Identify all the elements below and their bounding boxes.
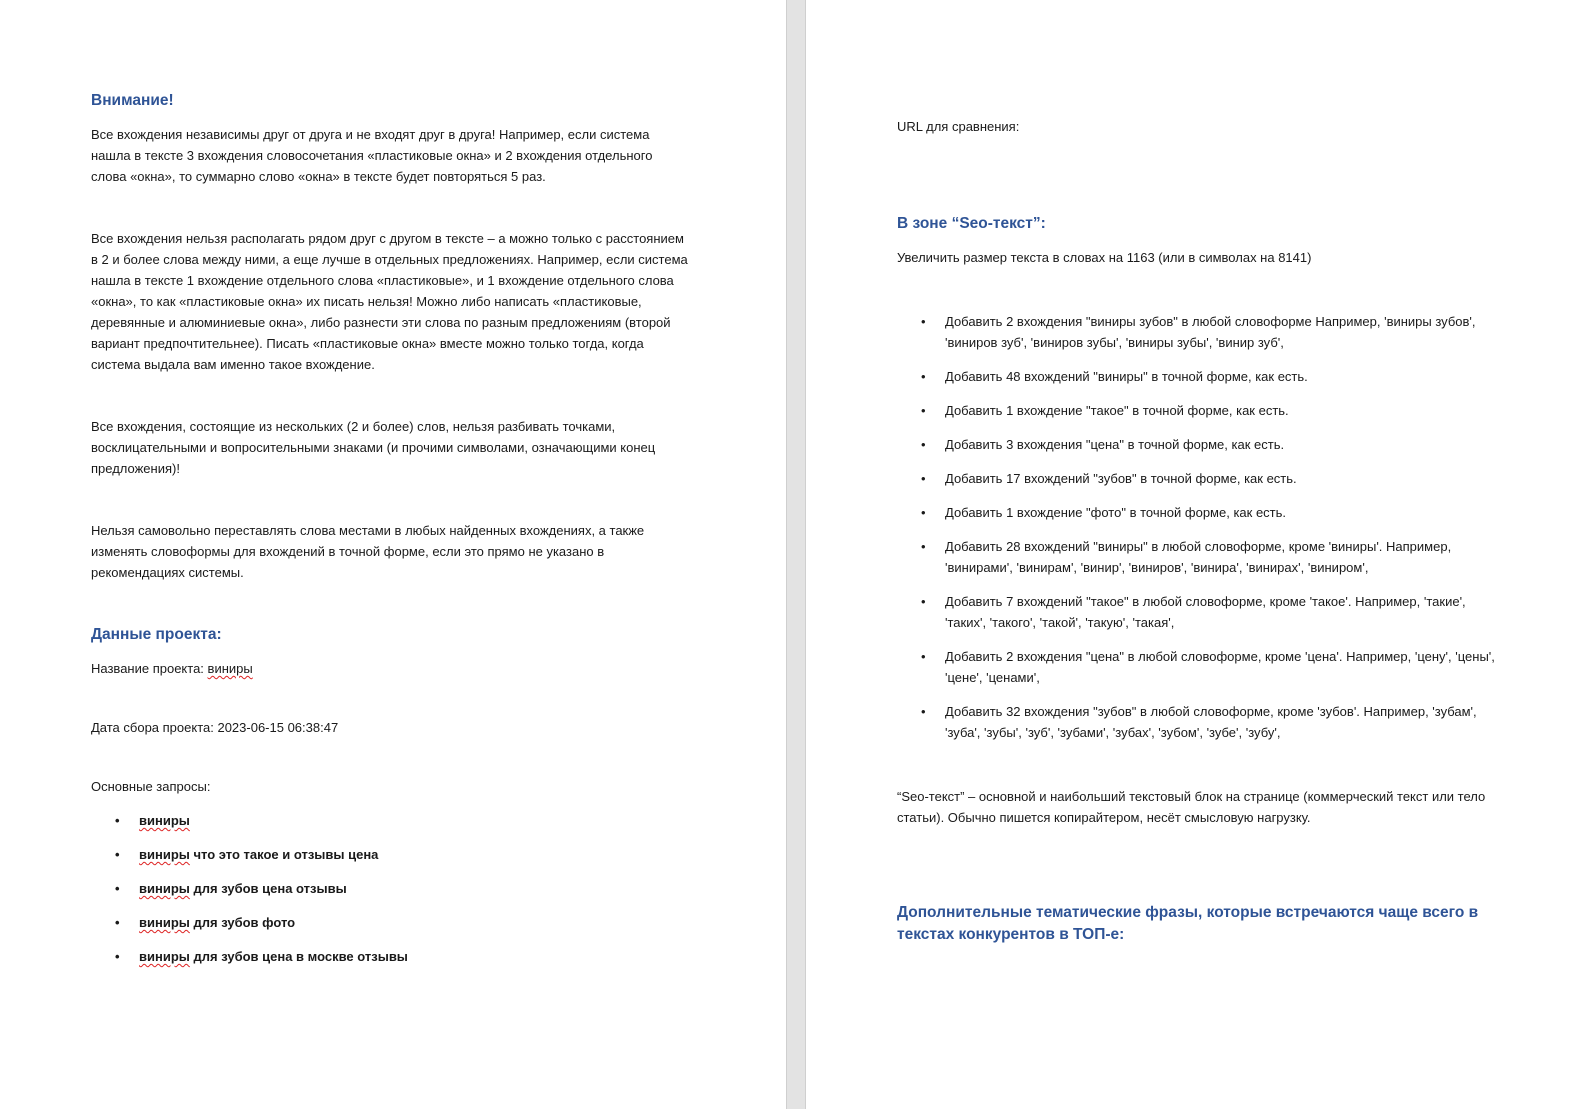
recommendation-item: • Добавить 2 вхождения "цена" в любой словоформе, кроме 'цена'. Например, 'цену', 'цены', 'цене', 'ценами', (945, 646, 1509, 688)
recommendation-item: • Добавить 48 вхождений "виниры" в точной форме, как есть. (945, 366, 1509, 387)
recommendation-item: • Добавить 2 вхождения "виниры зубов" в любой словоформе Например, 'виниры зубов', 'виниров зуб', 'виниров зубы', 'виниры зубы', 'винир зуб', (945, 311, 1509, 353)
collection-date: Дата сбора проекта: 2023-06-15 06:38:47 (91, 720, 339, 735)
recommendation-item: • Добавить 1 вхождение "фото" в точной форме, как есть. (945, 502, 1509, 523)
document-page-right[interactable] (806, 0, 1592, 1109)
document-page-left[interactable] (0, 0, 786, 1109)
recommendation-item: • Добавить 17 вхождений "зубов" в точной форме, как есть. (945, 468, 1509, 489)
recommendation-item: • Добавить 32 вхождения "зубов" в любой словоформе, кроме 'зубов'. Например, 'зубам', 'зуба', 'зубы', 'зуб', 'зубами', 'зубах', 'зубом', 'зубе', 'зубу', (945, 701, 1509, 743)
query-rest: для зубов фото (189, 915, 296, 930)
query-item (139, 810, 691, 831)
query-keyword: виниры (139, 847, 190, 862)
paragraph-punctuation-rule: Все вхождения, состоящие из нескольких (2 и более) слов, нельзя разбивать точками, восклицательными и вопросительными знаками (и прочими символами, означающими конец предложения)! (91, 419, 656, 476)
page-gutter (786, 0, 806, 1109)
recommendation-item: • Добавить 28 вхождений "виниры" в любой словоформе, кроме 'виниры'. Например, 'винирами', 'винирам', 'винир', 'виниров', 'винира', 'винирах', 'виниром', (945, 536, 1509, 578)
recommendation-item: • Добавить 7 вхождений "такое" в любой словоформе, кроме 'такое'. Например, 'такие', 'таких', 'такого', 'такой', 'такую', 'такая', (945, 591, 1509, 633)
project-data-heading: Данные проекта: (91, 626, 222, 643)
page-left-content (91, 90, 691, 980)
query-rest: что это такое и отзывы цена (189, 847, 379, 862)
query-item (139, 878, 691, 899)
paragraph-word-order-rule: Нельзя самовольно переставлять слова местами в любых найденных вхождениях, а также изменять словоформы для вхождений в точной форме, если это прямо не указано в рекомендациях системы. (91, 523, 645, 580)
query-item (139, 844, 691, 865)
project-name-value: виниры (207, 661, 253, 676)
recommendations-list (897, 311, 1509, 743)
seo-zone-heading: В зоне “Seo-текст”: (897, 215, 1046, 232)
project-name-label: Название проекта: (91, 661, 208, 676)
paragraph-spacing-rule: Все вхождения нельзя располагать рядом друг с другом в тексте – а можно только с расстоянием в 2 и более слова между ними, а еще лучше в отдельных предложениях. Например, если система нашла в тексте 1 вхождение отдельного слова «пластиковые», и 1 вхождение отдельного слова «окна», то как «пластиковые окна» их писать нельзя! Можно либо написать «пластиковые, деревянные и алюминиевые окна», либо разнести эти слова по разным предложениям (второй вариант предпочтительнее). Писать «пластиковые окна» вместе можно только тогда, когда система выдала вам именно такое вхождение. (91, 231, 688, 372)
page-right-content (897, 116, 1509, 946)
paragraph-independent-entries: Все вхождения независимы друг от друга и не входят друг в друга! Например, если система нашла в тексте 3 вхождения словосочетания «пластиковые окна» и 2 вхождения отдельного слова «окна», то суммарно слово «окна» в тексте будет повторяться 5 раз. (91, 127, 653, 184)
main-queries-label: Основные запросы: (91, 779, 211, 794)
query-keyword: виниры (139, 949, 190, 964)
project-name-line (91, 658, 691, 679)
seo-text-description: “Seo-текст” – основной и наибольший текстовый блок на странице (коммерческий текст или тело статьи). Обычно пишется копирайтером, несёт смысловую нагрузку. (897, 789, 1486, 825)
query-rest: для зубов цена в москве отзывы (189, 949, 408, 964)
query-item (139, 912, 691, 933)
main-queries-list (91, 810, 691, 967)
recommendation-item: • Добавить 3 вхождения "цена" в точной форме, как есть. (945, 434, 1509, 455)
increase-text-recommendation: Увеличить размер текста в словах на 1163 (или в символах на 8141) (897, 250, 1312, 265)
attention-heading: Внимание! (91, 92, 174, 109)
query-keyword: виниры (139, 915, 190, 930)
query-item (139, 946, 691, 967)
query-rest: для зубов цена отзывы (189, 881, 347, 896)
recommendation-item: • Добавить 1 вхождение "такое" в точной форме, как есть. (945, 400, 1509, 421)
extra-phrases-heading: Дополнительные тематические фразы, которые встречаются чаще всего в текстах конкурентов в ТОП-е: (897, 904, 1479, 943)
query-keyword: виниры (139, 881, 190, 896)
url-compare-label: URL для сравнения: (897, 119, 1020, 134)
query-keyword: виниры (139, 813, 190, 828)
